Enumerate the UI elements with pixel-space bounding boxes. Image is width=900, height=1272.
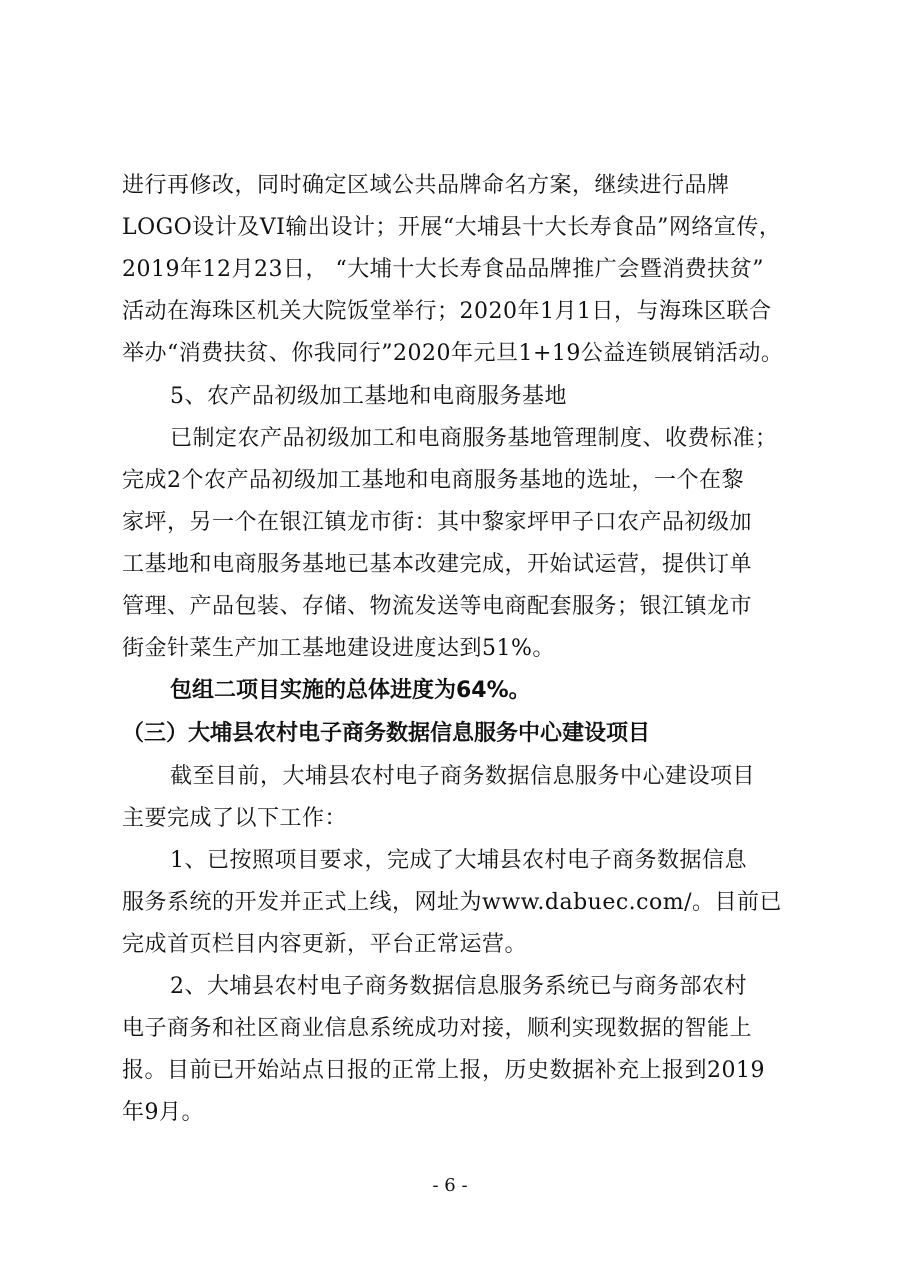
progress-summary: 包组二项目实施的总体进度为64%。 [170,678,531,703]
text-line: 年9月。 [122,1100,204,1125]
list-item-2: 2、大埔县农村电子商务数据信息服务系统已与商务部农村 [170,974,747,999]
text-line: 电子商务和社区商业信息系统成功对接，顺利实现数据的智能上 [122,1016,753,1041]
list-item-1: 1、已按照项目要求，完成了大埔县农村电子商务数据信息 [170,848,747,873]
text-line: 举办“消费扶贫、你我同行”2020年元旦1+19公益连锁展销活动。 [122,341,784,366]
text-line: 主要完成了以下工作： [122,806,348,831]
section-heading: 5、农产品初级加工基地和电商服务基地 [170,384,567,409]
text-line: 活动在海珠区机关大院饭堂举行；2020年1月1日，与海珠区联合 [122,299,772,324]
text-line: 服务系统的开发并正式上线，网址为www.dabuec.com/。目前已 [122,890,783,915]
text-line: 街金针菜生产加工基地建设进度达到51%。 [122,636,555,661]
text-line: 完成2个农产品初级加工基地和电商服务基地的选址，一个在黎 [122,468,744,493]
text-line: 2019年12月23日， “大埔十大长寿食品品牌推广会暨消费扶贫” [122,257,764,282]
text-line: 工基地和电商服务基地已基本改建完成，开始试运营，提供订单 [122,552,753,577]
page-number: - 6 - [432,1175,468,1196]
text-line: 完成首页栏目内容更新，平台正常运营。 [122,932,528,957]
text-line: LOGO设计及VI输出设计；开展“大埔县十大长寿食品”网络宣传， [122,215,782,240]
paragraph-start: 已制定农产品初级加工和电商服务基地管理制度、收费标准； [170,426,778,451]
paragraph-start: 截至目前，大埔县农村电子商务数据信息服务中心建设项目 [170,764,756,789]
text-line: 进行再修改，同时确定区域公共品牌命名方案，继续进行品牌 [122,173,730,198]
text-line: 报。目前已开始站点日报的正常上报，历史数据补充上报到2019 [122,1058,765,1083]
text-line: 管理、产品包装、存储、物流发送等电商配套服务；银江镇龙市 [122,594,753,619]
text-line: 家坪，另一个在银江镇龙市街：其中黎家坪甲子口农产品初级加 [122,510,753,535]
section-title: （三）大埔县农村电子商务数据信息服务中心建设项目 [122,721,651,746]
